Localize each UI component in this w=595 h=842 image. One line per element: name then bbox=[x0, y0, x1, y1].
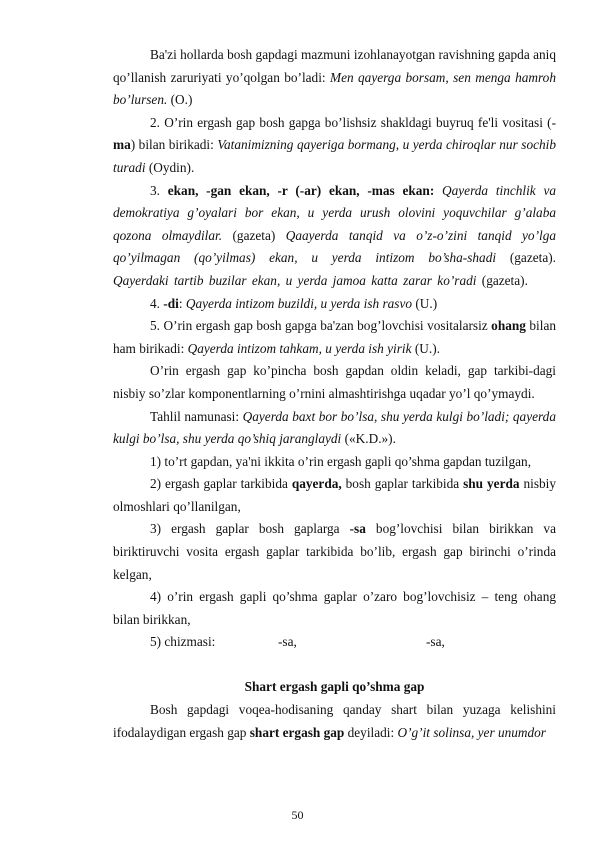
example-text: Qayerda intizom tahkam, u yerda ish yirik bbox=[187, 340, 412, 356]
paragraph-11: 4) o’rin ergash gapli qo’shma gaplar o’zaro bog’lovchisiz – teng ohang bilan birikkan, bbox=[113, 589, 556, 627]
scheme-part-1: -sa, bbox=[278, 634, 297, 650]
spacer bbox=[113, 654, 556, 676]
text: bog’lovchisi bilan birikkan va biriktiruvchi vosita ergash gaplar tarkibida bo’lib, ergash gap birinchi o’rinda kelgan, bbox=[113, 521, 556, 582]
bold-term: ma bbox=[113, 137, 131, 153]
text: 2. O’rin ergash gap bosh gapga bo’lishsiz shakldagi buyruq fe'li vositasi (- bbox=[150, 114, 556, 130]
example-text: Qayerda intizom buzildi, u yerda ish rasvo bbox=[185, 295, 413, 311]
scheme-line bbox=[113, 631, 556, 654]
text: Ba'zi hollarda bosh gapdagi mazmuni izohlanayotgan ravishning gapda aniq qo’llanish zaruriyati yo’qolgan bo’ladi: bbox=[113, 47, 556, 85]
text: deyiladi: bbox=[344, 724, 398, 740]
source-ref: (gazeta). bbox=[476, 272, 528, 288]
paragraph-3 bbox=[113, 180, 556, 293]
paragraph-9 bbox=[113, 473, 556, 518]
bold-term: ekan, -gan ekan, -r (-ar) ekan, -mas ekan: bbox=[167, 182, 435, 198]
scheme-label: 5) chizmasi: bbox=[150, 634, 216, 650]
bold-term: qayerda, bbox=[291, 476, 342, 492]
source-ref: (O.) bbox=[167, 92, 193, 108]
text: Bosh gapdagi voqea-hodisaning qanday shart bilan yuzaga kelishini ifodalaydigan ergash gap bbox=[113, 702, 556, 740]
paragraph-2 bbox=[113, 112, 556, 180]
example-text: Qaayerda tanqid va o’z-o’zini tanqid yo’lga qo’yilmagan (qo’yilmas) ekan, u yerda intizom bo’sha-shadi bbox=[113, 227, 556, 266]
source-ref: («K.D.»). bbox=[341, 431, 396, 447]
paragraph-4 bbox=[113, 293, 556, 316]
example-text: Men qayerga borsam, sen menga hamroh bo’lursen. bbox=[113, 69, 556, 108]
text: 3) ergash gaplar bosh gaplarga bbox=[150, 521, 350, 537]
paragraph-13 bbox=[113, 699, 556, 744]
paragraph-10 bbox=[113, 518, 556, 586]
paragraph-5 bbox=[113, 315, 556, 360]
scheme-part-2: -sa, bbox=[426, 634, 445, 650]
paragraph-6: O’rin ergash gap ko’pincha bosh gapdan oldin keladi, gap tarkibi-dagi nisbiy so’zlar komponentlarning o’rnini almashtirishga uqadar yo’l qo’ymaydi. bbox=[113, 363, 556, 401]
bold-term: -di bbox=[163, 295, 179, 311]
paragraph-1 bbox=[113, 44, 556, 112]
text: ) bilan birikadi: bbox=[130, 137, 218, 153]
text: 5. O’rin ergash gap bosh gapga ba'zan bog’lovchisi vositalarsiz bbox=[150, 318, 492, 334]
item-number: 3. bbox=[150, 182, 168, 198]
source-ref: (U.). bbox=[411, 340, 440, 356]
bold-term: -sa bbox=[349, 521, 366, 537]
source-ref: (U.) bbox=[412, 295, 438, 311]
text: Tahlil namunasi: bbox=[150, 408, 243, 424]
example-text: Qayerdaki tartib buzilar ekan, u yerda jamoa katta zarar ko’radi bbox=[113, 272, 477, 288]
text: nisbiy olmoshlari qo’llanilgan, bbox=[113, 476, 556, 514]
text: bilan ham birikadi: bbox=[113, 318, 557, 356]
item-number: 4. bbox=[150, 295, 164, 311]
text: 2) ergash gaplar tarkibida bbox=[150, 476, 292, 492]
bold-term: shu yerda bbox=[463, 476, 520, 492]
text: : bbox=[178, 295, 186, 311]
example-text: Vatanimizning qayeriga bormang, u yerda chiroqlar nur sochib turadi bbox=[113, 137, 556, 175]
example-text: Qayerda tinchlik va demokratiya g’oyalari bor ekan, u yerda urush olovini yoquvchilar g’alaba qozona olmaydilar. bbox=[113, 182, 557, 243]
source-ref: (Oydin). bbox=[145, 159, 195, 175]
bold-term: shart ergash gap bbox=[249, 724, 345, 740]
document-body bbox=[113, 44, 556, 744]
section-heading: Shart ergash gapli qo’shma gap bbox=[244, 679, 425, 695]
source-ref: (gazeta). bbox=[496, 250, 556, 266]
paragraph-8: 1) to’rt gapdan, ya'ni ikkita o’rin ergash gapli qo’shma gapdan tuzilgan, bbox=[150, 453, 532, 469]
page-number: 50 bbox=[291, 808, 304, 822]
source-ref: (gazeta) bbox=[222, 227, 286, 243]
paragraph-7 bbox=[113, 406, 556, 451]
text: bosh gaplar tarkibida bbox=[341, 476, 464, 492]
example-text: O’g’it solinsa, yer unumdor bbox=[397, 724, 546, 740]
bold-term: ohang bbox=[491, 318, 526, 334]
example-text: Qayerda baxt bor bo’lsa, shu yerda kulgi bo’ladi; qayerda kulgi bo’lsa, shu yerda qo’shiq jaranglaydi bbox=[113, 408, 556, 447]
